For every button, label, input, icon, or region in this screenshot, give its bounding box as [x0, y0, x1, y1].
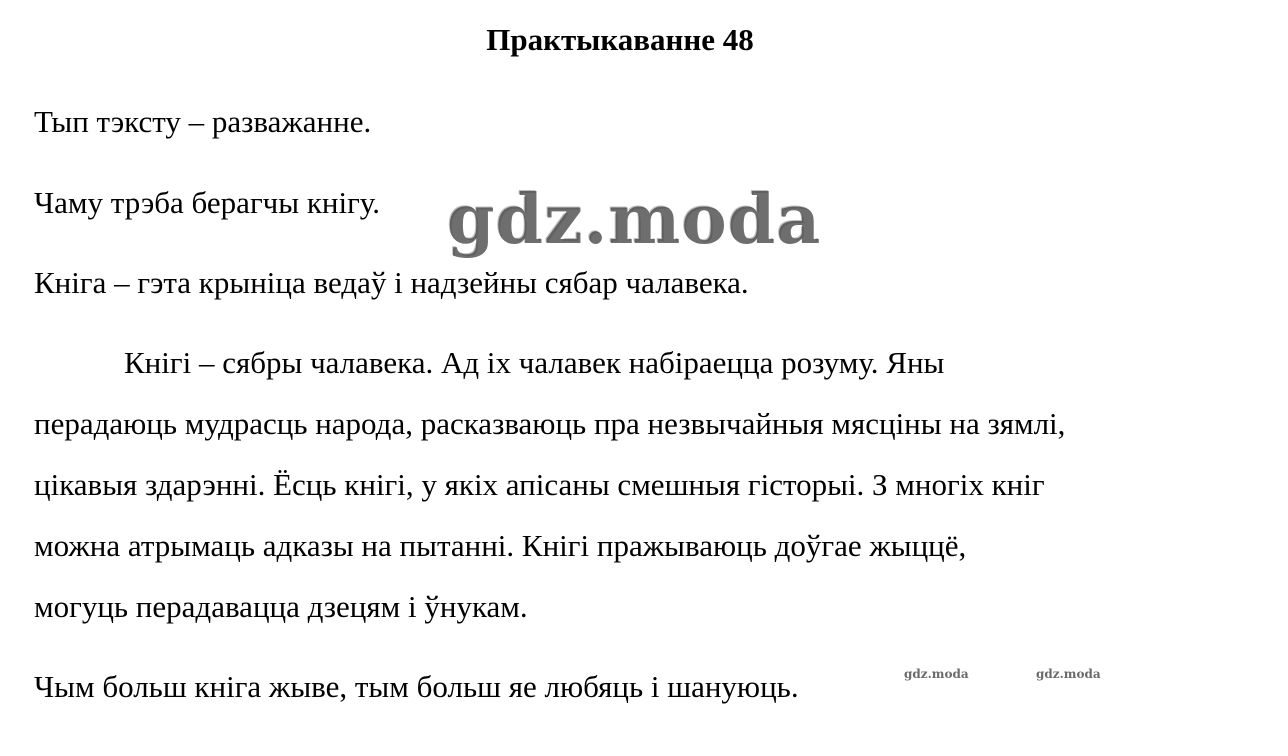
paragraph-line: могуць перадавацца дзецям і ўнукам.: [34, 589, 528, 624]
question-line: Чаму трэба берагчы кнігу.: [34, 185, 380, 220]
page-title: Практыкаванне 48: [486, 22, 754, 57]
text-type-line: Тып тэксту – разважанне.: [34, 104, 372, 139]
thesis-line: Кніга – гэта крыніца ведаў і надзейны сябар чалавека.: [34, 265, 749, 300]
paragraph-line: перадаюць мудрасць народа, расказваюць пра незвычайныя мясціны на зямлі,: [34, 406, 1066, 441]
watermark-logo: gdz.moda: [447, 180, 822, 260]
watermark-small: gdz.moda: [1036, 667, 1101, 681]
paragraph-line: можна атрымаць адказы на пытанні. Кнігі пражываюць доўгае жыццё,: [34, 528, 967, 563]
paragraph-line: Кнігі – сябры чалавека. Ад іх чалавек набіраецца розуму. Яны: [124, 345, 945, 380]
paragraph-line: цікавыя здарэнні. Ёсць кнігі, у якіх апісаны смешныя гісторыі. З многіх кніг: [34, 467, 1045, 502]
conclusion-line: Чым больш кніга жыве, тым больш яе любяць і шануюць.: [34, 669, 799, 704]
watermark-small: gdz.moda: [904, 667, 969, 681]
